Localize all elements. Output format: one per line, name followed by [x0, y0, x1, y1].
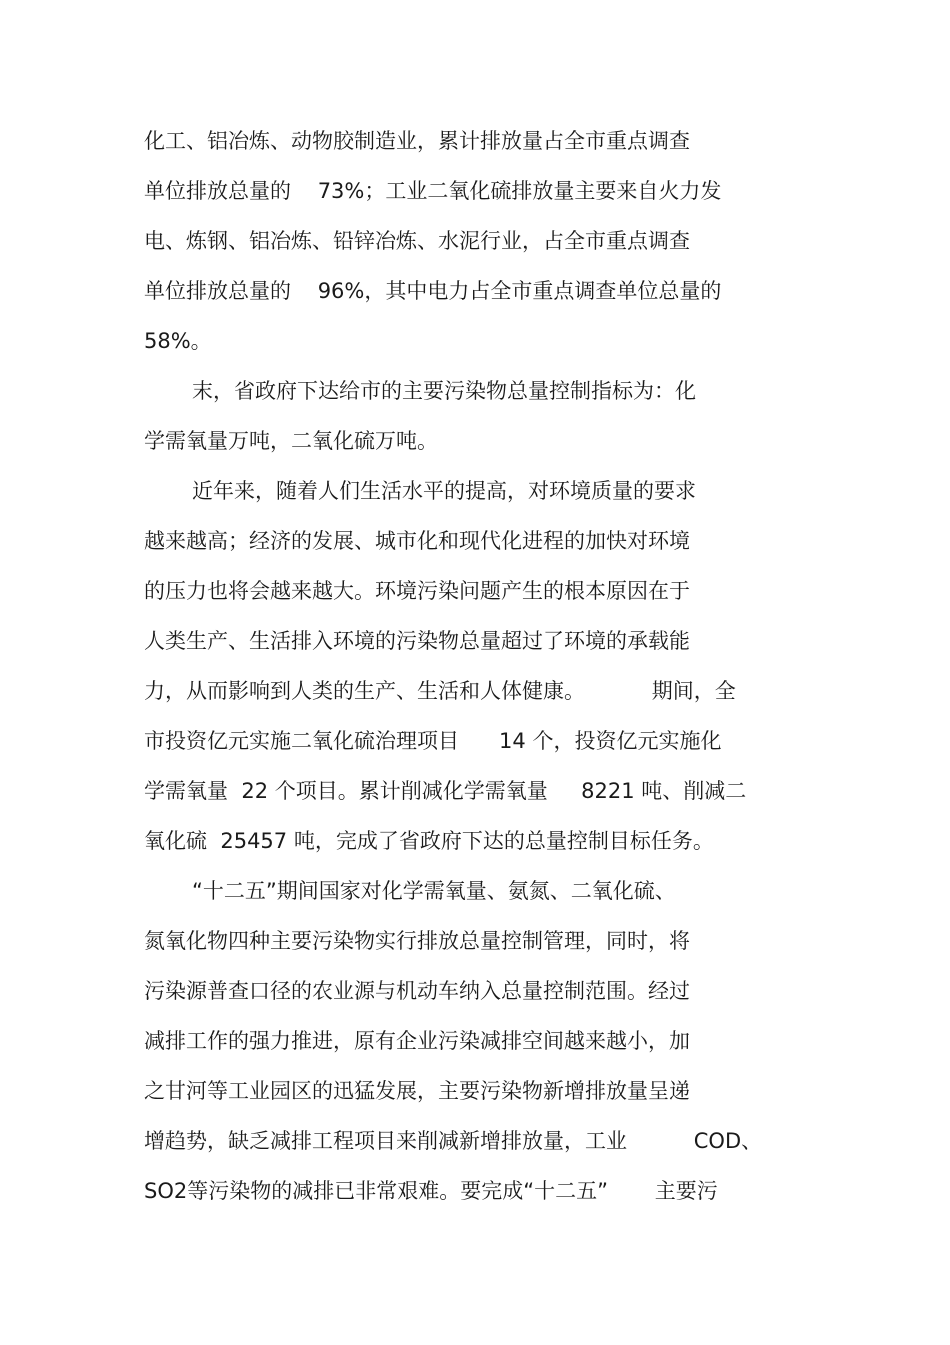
text-line: 力，从而影响到人类的生产、生活和人体健康。 期间，全 [144, 679, 736, 703]
text-line: 电、炼钢、铝冶炼、铅锌冶炼、水泥行业，占全市重点调查 [144, 229, 690, 253]
text-line: 氮氧化物四种主要污染物实行排放总量控制管理，同时，将 [144, 929, 690, 953]
text-line: SO2等污染物的减排已非常艰难。要完成“十二五” 主要污 [144, 1179, 718, 1203]
paragraph-start-line: 近年来，随着人们生活水平的提高，对环境质量的要求 [192, 479, 696, 503]
text-line: 单位排放总量的 73%；工业二氧化硫排放量主要来自火力发 [144, 179, 722, 203]
text-line: 学需氧量万吨，二氧化硫万吨。 [144, 429, 438, 453]
text-line: 人类生产、生活排入环境的污染物总量超过了环境的承载能 [144, 629, 690, 653]
paragraph-start-line: 末，省政府下达给市的主要污染物总量控制指标为：化 [192, 379, 696, 403]
text-line: 58%。 [144, 329, 212, 353]
text-line: 之甘河等工业园区的迅猛发展，主要污染物新增排放量呈递 [144, 1079, 690, 1103]
text-line: 增趋势，缺乏减排工程项目来削减新增排放量，工业 COD、 [144, 1129, 763, 1153]
text-line: 的压力也将会越来越大。环境污染问题产生的根本原因在于 [144, 579, 690, 603]
text-line: 市投资亿元实施二氧化硫治理项目 14 个，投资亿元实施化 [144, 729, 722, 753]
text-line: 越来越高；经济的发展、城市化和现代化进程的加快对环境 [144, 529, 690, 553]
text-line: 氧化硫 25457 吨，完成了省政府下达的总量控制目标任务。 [144, 829, 714, 853]
text-line: 学需氧量 22 个项目。累计削减化学需氧量 8221 吨、削减二 [144, 779, 747, 803]
text-line: 化工、铝冶炼、动物胶制造业，累计排放量占全市重点调查 [144, 129, 690, 153]
text-line: 污染源普查口径的农业源与机动车纳入总量控制范围。经过 [144, 979, 690, 1003]
paragraph-start-line: “十二五”期间国家对化学需氧量、氨氮、二氧化硫、 [192, 879, 676, 903]
text-line: 减排工作的强力推进，原有企业污染减排空间越来越小，加 [144, 1029, 690, 1053]
text-line: 单位排放总量的 96%，其中电力占全市重点调查单位总量的 [144, 279, 722, 303]
